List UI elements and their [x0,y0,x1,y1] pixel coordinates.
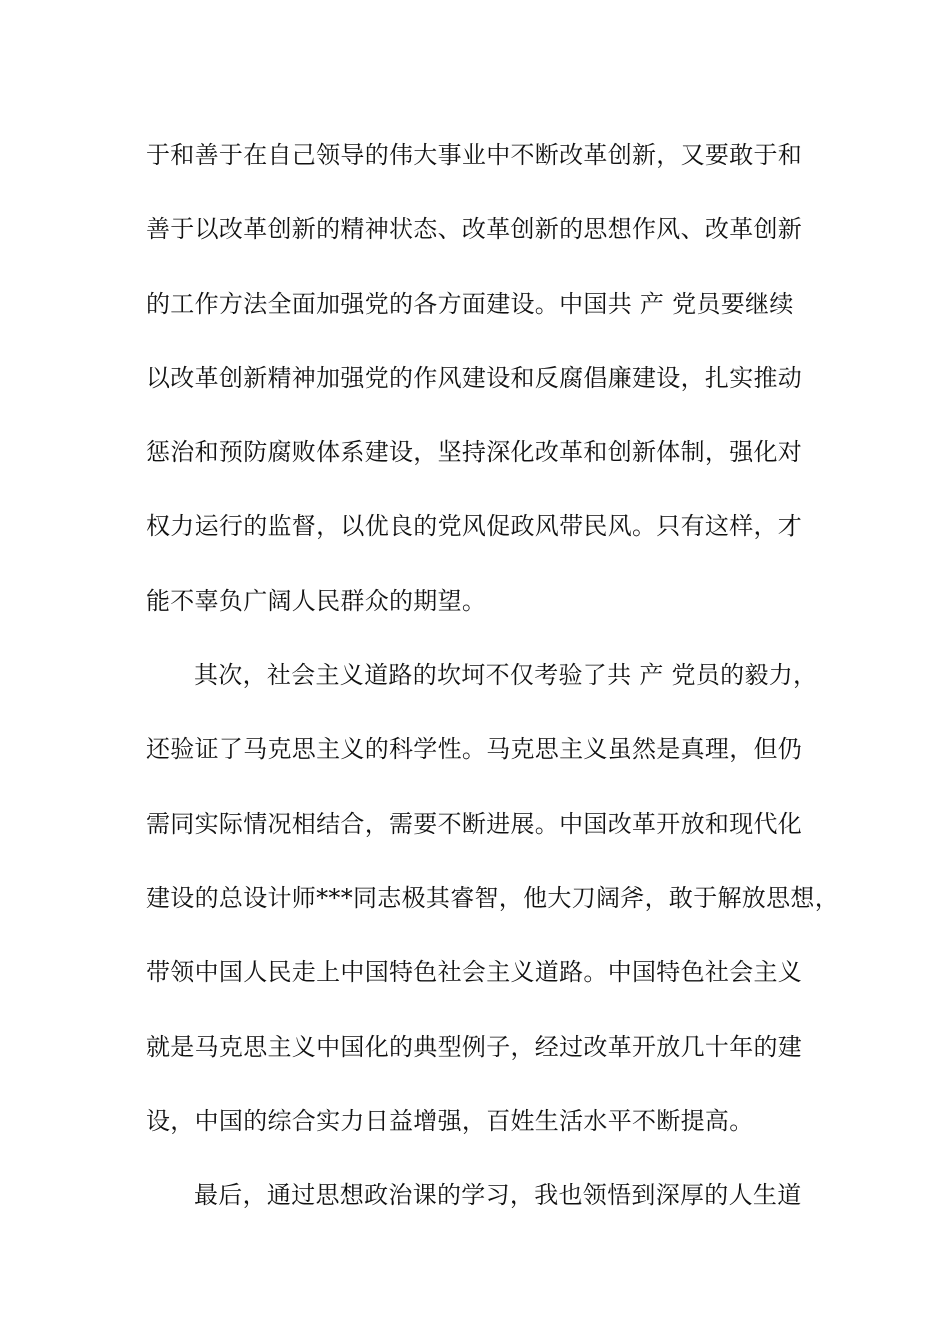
text-line: 还验证了马克思主义的科学性。马克思主义虽然是真理，但仍 [146,735,803,764]
text-line: 能不辜负广阔人民群众的期望。 [146,586,487,615]
text-line: 设，中国的综合实力日益增强，百姓生活水平不断提高。 [146,1106,754,1135]
text-line: 其次，社会主义道路的坎坷不仅考验了共 产 党员的毅力， [194,661,818,690]
text-line: 建设的总设计师***同志极其睿智，他大刀阔斧，敢于解放思想， [146,883,839,912]
text-line: 最后，通过思想政治课的学习，我也领悟到深厚的人生道 [194,1181,802,1210]
text-line: 权力运行的监督，以优良的党风促政风带民风。只有这样，才 [146,512,803,541]
text-line: 于和善于在自己领导的伟大事业中不断改革创新，又要敢于和 [146,141,803,169]
text-line: 惩治和预防腐败体系建设，坚持深化改革和创新体制，强化对 [146,438,803,467]
text-line: 需同实际情况相结合，需要不断进展。中国改革开放和现代化 [146,809,803,838]
text-line: 的工作方法全面加强党的各方面建设。中国共 产 党员要继续 [146,289,794,318]
text-line: 就是马克思主义中国化的典型例子，经过改革开放几十年的建 [146,1032,803,1061]
text-line: 带领中国人民走上中国特色社会主义道路。中国特色社会主义 [146,958,803,987]
body-text [146,132,839,1246]
text-line: 善于以改革创新的精神状态、改革创新的思想作风、改革创新 [146,215,803,244]
text-line: 以改革创新精神加强党的作风建设和反腐倡廉建设，扎实推动 [146,363,803,392]
